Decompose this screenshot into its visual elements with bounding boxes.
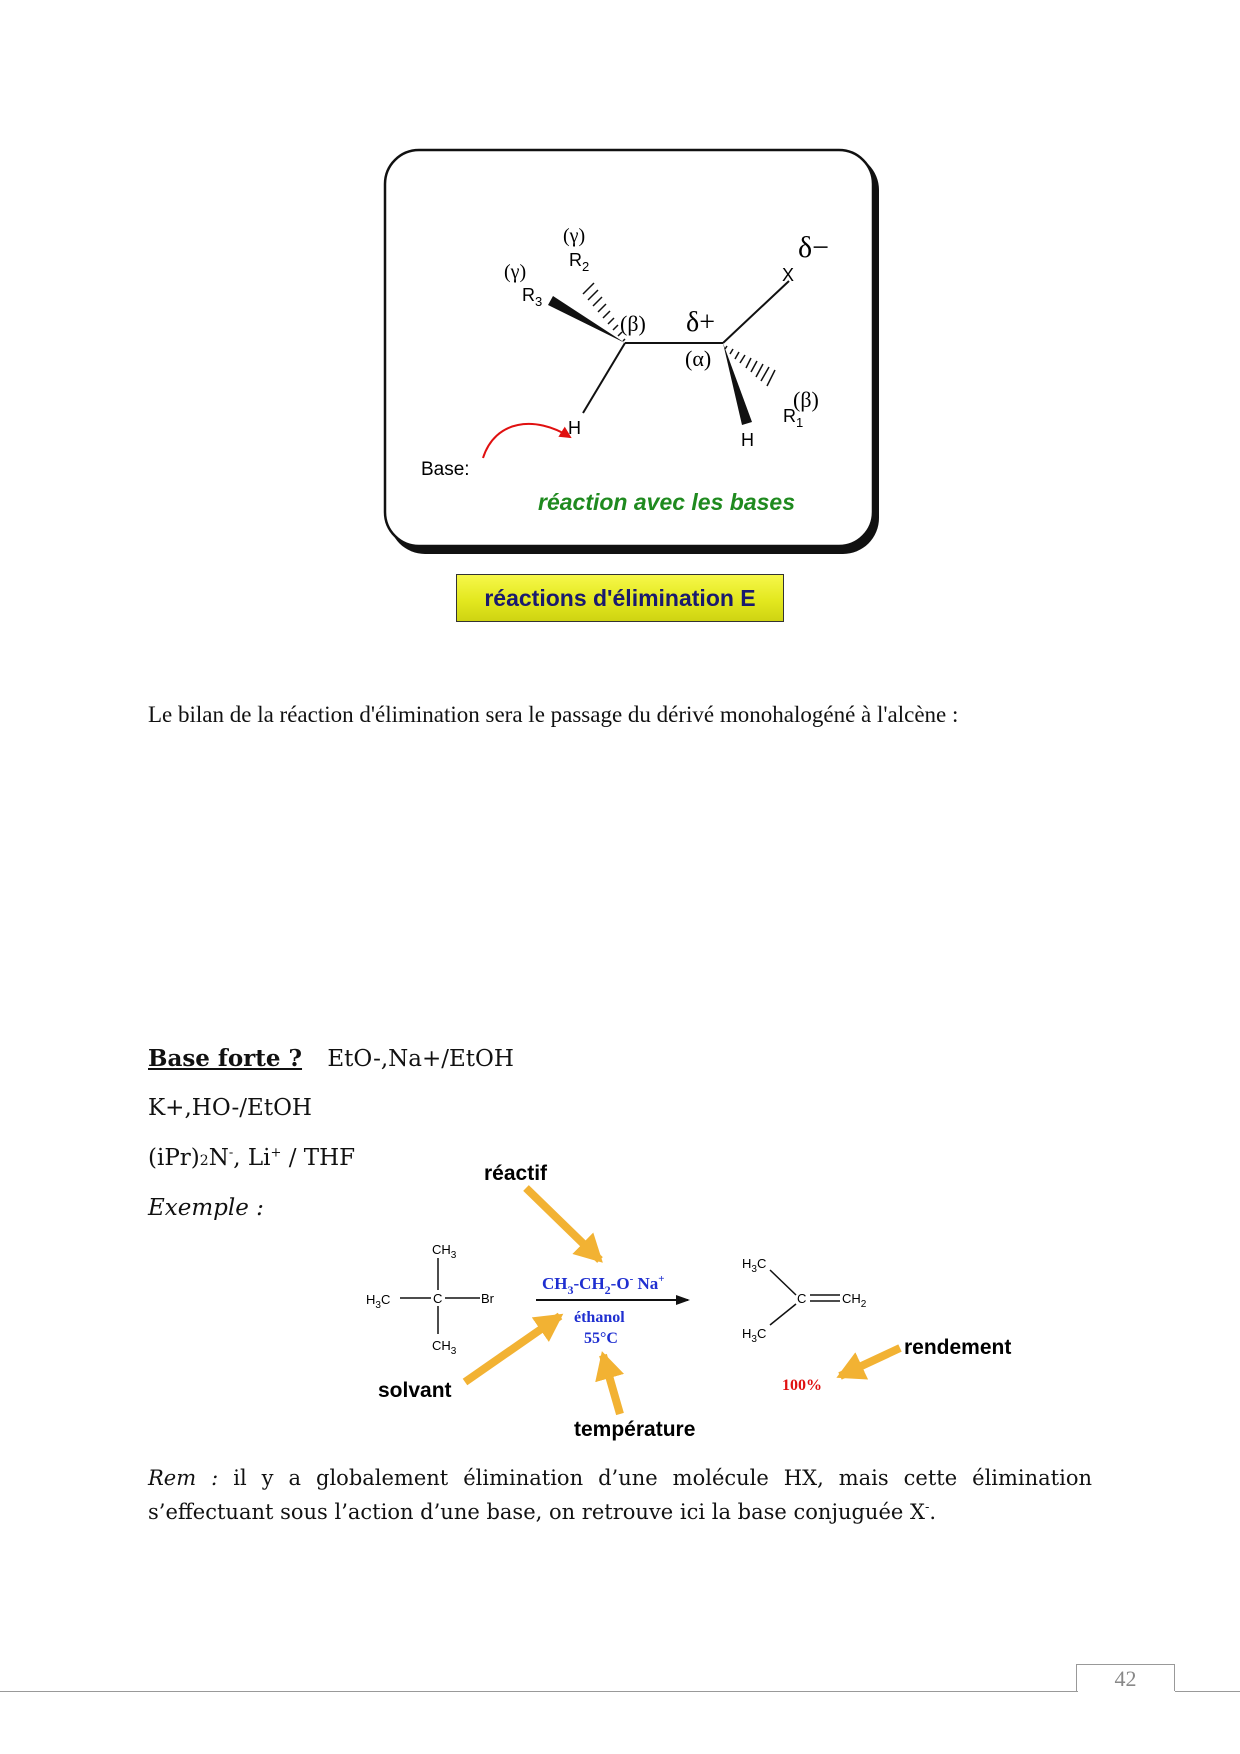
beta-label: (β) [620,311,646,336]
product-ch2: $CH_2$ [842,1291,867,1310]
mechanism-figure [380,145,885,560]
base-line-3: (iPr)2N-, Li+ / THF [148,1145,356,1171]
beta-label-r1: (β) [793,387,819,412]
remark-paragraph [148,1464,1092,1527]
reactant-c: C [433,1291,443,1306]
remark-line-2: s’effectuant sous l’action d’une base, on retrouve ici la base conjuguée X-. [148,1500,937,1524]
reactif-arrow [526,1188,600,1260]
base-forte-line [148,1045,514,1072]
footer-rule-right [1175,1691,1240,1692]
yield-value: 100% [782,1377,822,1394]
product-h3c-bottom: $H_3C$ [742,1326,767,1345]
delta-plus-label: δ+ [686,307,715,338]
solvent-name: éthanol [574,1309,625,1326]
label-temperature: température [574,1418,696,1441]
intro-paragraph: Le bilan de la réaction d'élimination sera le passage du dérivé monohalogéné à l'alcène : [148,702,959,727]
reactant-ch3-top: $CH_3$ [432,1242,457,1261]
temperature-value: 55°C [584,1330,618,1347]
product-h3c-top: $H_3C$ [742,1256,767,1275]
gamma-label-r3: (γ) [504,261,527,283]
reactant-br: Br [481,1291,494,1306]
footer-rule-left [0,1691,1078,1692]
base-label: Base: [421,459,470,480]
reagent-formula: $CH_3-CH_2-O^-$ Na+ [542,1273,665,1297]
example-label: Exemple : [148,1195,264,1221]
figure-subtitle: réaction avec les bases [538,489,795,515]
product-c: C [797,1291,807,1306]
figure-frame [385,150,873,546]
remark-label: Rem : [148,1466,219,1490]
temperature-arrow [603,1355,620,1414]
delta-minus-label: δ− [798,231,830,264]
x-label: X [782,265,795,285]
r2-label: $R_2$ [569,250,590,274]
solvant-arrow [465,1316,560,1382]
label-reactif: réactif [484,1162,548,1185]
base-line-2: K+,HO-/EtOH [148,1095,312,1121]
base-forte-title: Base forte ? [148,1045,303,1072]
gamma-label-r2: (γ) [563,225,586,247]
rendement-arrow [840,1348,900,1376]
label-solvant: solvant [378,1379,452,1402]
base-line-1: EtO-,Na+/EtOH [327,1046,514,1072]
r1-label: $R_1$ [783,406,804,430]
h-label-right: H [741,430,754,450]
remark-line-1: Rem : il y a globalement élimination d’une molécule HX, mais cette élimination [148,1466,1093,1490]
page-number: 42 [1114,1666,1137,1691]
h-label-left: H [568,418,581,438]
reactant-ch3-bottom: $CH_3$ [432,1338,457,1357]
alpha-label: (α) [685,346,712,371]
figure-caption: réactions d'élimination E [456,574,784,622]
r3-label: $R_3$ [522,285,543,309]
example-reaction [360,1150,1040,1450]
reactant-h3c: $H_3C$ [366,1292,391,1311]
label-rendement: rendement [904,1336,1012,1359]
